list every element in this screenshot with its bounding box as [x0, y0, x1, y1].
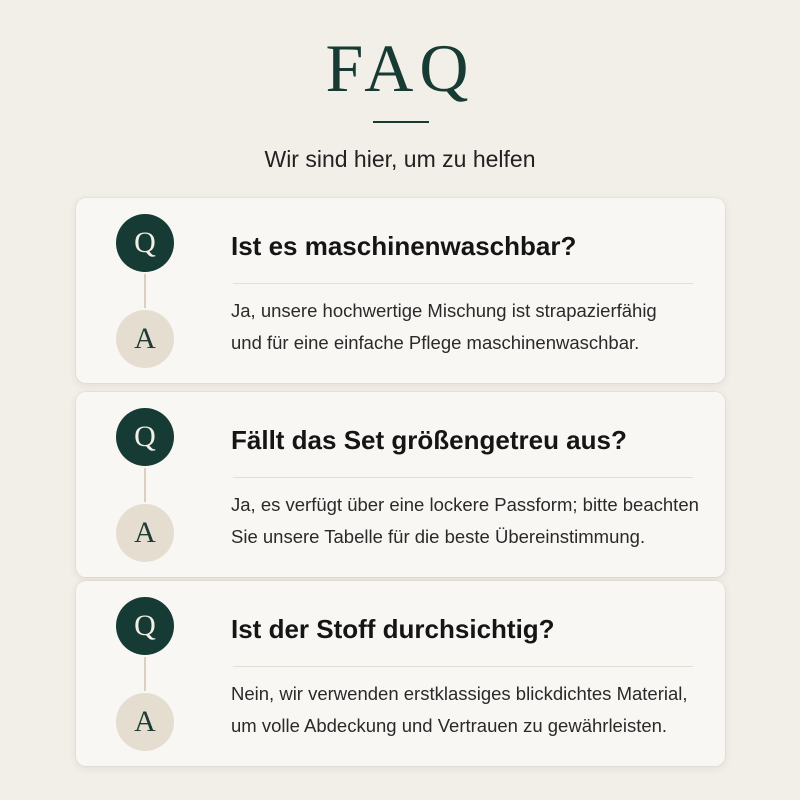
question-badge-icon: Q [116, 597, 174, 655]
faq-question: Ist der Stoff durchsichtig? [231, 614, 555, 644]
title-divider [373, 121, 429, 123]
answer-badge-icon: A [116, 693, 174, 751]
faq-question: Ist es maschinenwaschbar? [231, 231, 577, 261]
badge-connector [144, 468, 146, 502]
page-subtitle: Wir sind hier, um zu helfen [264, 146, 536, 172]
answer-line: und für eine einfache Pflege maschinenwaschbar. [231, 332, 640, 353]
faq-card [76, 198, 725, 383]
faq-answer [231, 489, 721, 553]
answer-line: um volle Abdeckung und Vertrauen zu gewährleisten. [231, 715, 668, 736]
answer-line: Nein, wir verwenden erstklassiges blickdichtes Material, [231, 683, 688, 704]
answer-badge-icon: A [116, 310, 174, 368]
badge-connector [144, 657, 146, 691]
answer-badge-icon: A [116, 504, 174, 562]
faq-card [76, 581, 725, 766]
answer-line: Ja, es verfügt über eine lockere Passform; bitte beachten [231, 494, 699, 515]
question-divider [233, 666, 693, 667]
faq-answer [231, 678, 721, 742]
faq-answer [231, 295, 721, 359]
badge-connector [144, 274, 146, 308]
answer-line: Sie unsere Tabelle für die beste Übereinstimmung. [231, 526, 646, 547]
answer-line: Ja, unsere hochwertige Mischung ist strapazierfähig [231, 300, 657, 321]
faq-question: Fällt das Set größengetreu aus? [231, 425, 627, 455]
question-divider [233, 283, 693, 284]
question-divider [233, 477, 693, 478]
question-badge-icon: Q [116, 408, 174, 466]
faq-card [76, 392, 725, 577]
page-title: FAQ [325, 30, 475, 106]
question-badge-icon: Q [116, 214, 174, 272]
